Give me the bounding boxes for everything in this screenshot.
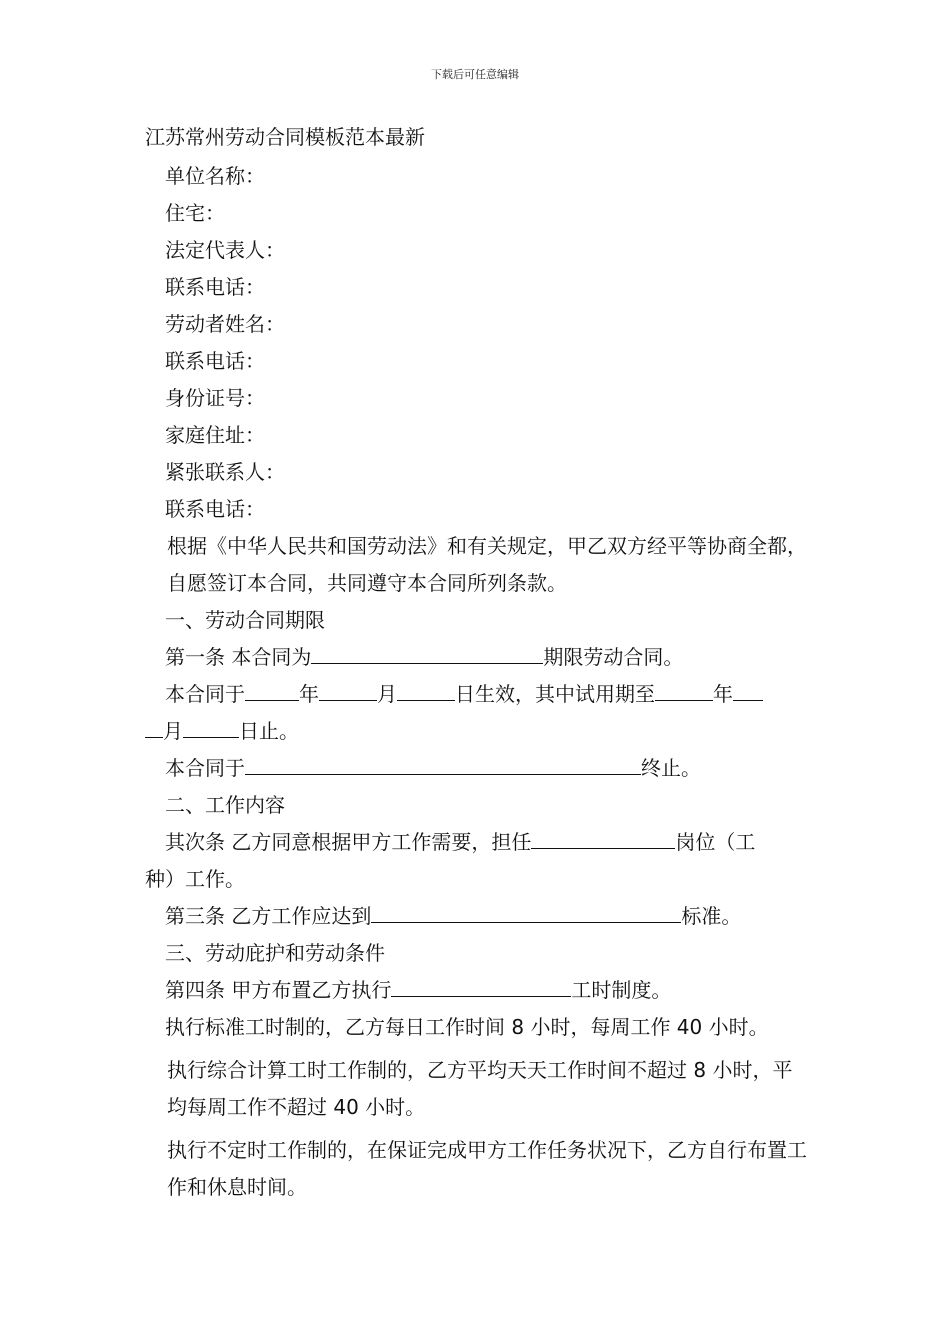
field-residence: 住宅： <box>165 201 225 225</box>
blank-contract-type <box>311 643 543 664</box>
page-header: 下载后可任意编辑 <box>431 68 519 81</box>
article-1 <box>145 639 810 676</box>
start-text-b: 日生效，其中试用期至 <box>455 682 655 706</box>
month-label-1: 月 <box>377 682 397 706</box>
article-2-text-b: 岗位（工 <box>675 830 756 854</box>
article-4-text-a: 第四条 甲方布置乙方执行 <box>165 978 392 1002</box>
contract-start-line <box>145 676 810 713</box>
section-1-heading: 一、劳动合同期限 <box>165 608 325 632</box>
year-label-2: 年 <box>713 682 733 706</box>
blank-start-day <box>397 680 455 701</box>
field-phone-2: 联系电话： <box>165 349 265 373</box>
document-body <box>145 158 810 1206</box>
article-2 <box>145 824 810 861</box>
flexible-hours-paragraph: 执行不定时工作制的，在保证完成甲方工作任务状况下，乙方自行布置工作和休息时间。 <box>167 1138 807 1199</box>
article-3 <box>145 898 810 935</box>
blank-start-year <box>245 680 299 701</box>
field-phone-1: 联系电话： <box>165 275 265 299</box>
blank-hours-system <box>391 976 571 997</box>
blank-probation-month-a <box>733 680 763 701</box>
field-unit-name: 单位名称： <box>165 164 265 188</box>
intro-paragraph: 根据《中华人民共和国劳动法》和有关规定，甲乙双方经平等协商全都，自愿签订本合同，共同遵守本合同所列条款。 <box>167 534 807 595</box>
field-id-number: 身份证号： <box>165 386 265 410</box>
section-2-heading: 二、工作内容 <box>165 793 285 817</box>
day-end-text: 日止。 <box>239 719 299 743</box>
article-4-text-b: 工时制度。 <box>571 978 672 1002</box>
start-text-a: 本合同于 <box>165 682 245 706</box>
blank-standard <box>371 902 681 923</box>
field-phone-3: 联系电话： <box>165 497 265 521</box>
probation-end-line <box>145 713 810 750</box>
article-4 <box>145 972 810 1009</box>
field-worker-name: 劳动者姓名： <box>165 312 285 336</box>
blank-probation-month-b <box>145 717 163 738</box>
standard-hours-paragraph: 执行标准工时制的，乙方每日工作时间 8 小时，每周工作 40 小时。 <box>165 1015 769 1039</box>
end-text-a: 本合同于 <box>165 756 245 780</box>
comprehensive-hours-paragraph: 执行综合计算工时工作制的，乙方平均天天工作时间不超过 8 小时，平均每周工作不超过 40 小时。 <box>167 1058 793 1119</box>
blank-position <box>531 828 675 849</box>
article-3-text-b: 标准。 <box>681 904 742 928</box>
document-title: 江苏常州劳动合同模板范本最新 <box>145 125 425 149</box>
field-home-address: 家庭住址： <box>165 423 265 447</box>
field-legal-rep: 法定代表人： <box>165 238 285 262</box>
blank-probation-year <box>655 680 713 701</box>
article-3-text-a: 第三条 乙方工作应达到 <box>165 904 372 928</box>
article-1-text-a: 第一条 本合同为 <box>165 645 312 669</box>
month-label-2: 月 <box>163 719 183 743</box>
year-label-1: 年 <box>299 682 319 706</box>
field-emergency-contact: 紧张联系人： <box>165 460 285 484</box>
article-1-text-b: 期限劳动合同。 <box>543 645 684 669</box>
blank-end-date <box>245 754 641 775</box>
blank-probation-day <box>183 717 239 738</box>
blank-start-month <box>319 680 377 701</box>
article-2-cont: 种）工作。 <box>145 867 245 891</box>
end-text-b: 终止。 <box>641 756 701 780</box>
contract-end-line <box>145 750 810 787</box>
section-3-heading: 三、劳动庇护和劳动条件 <box>165 941 385 965</box>
article-2-text-a: 其次条 乙方同意根据甲方工作需要，担任 <box>165 830 532 854</box>
